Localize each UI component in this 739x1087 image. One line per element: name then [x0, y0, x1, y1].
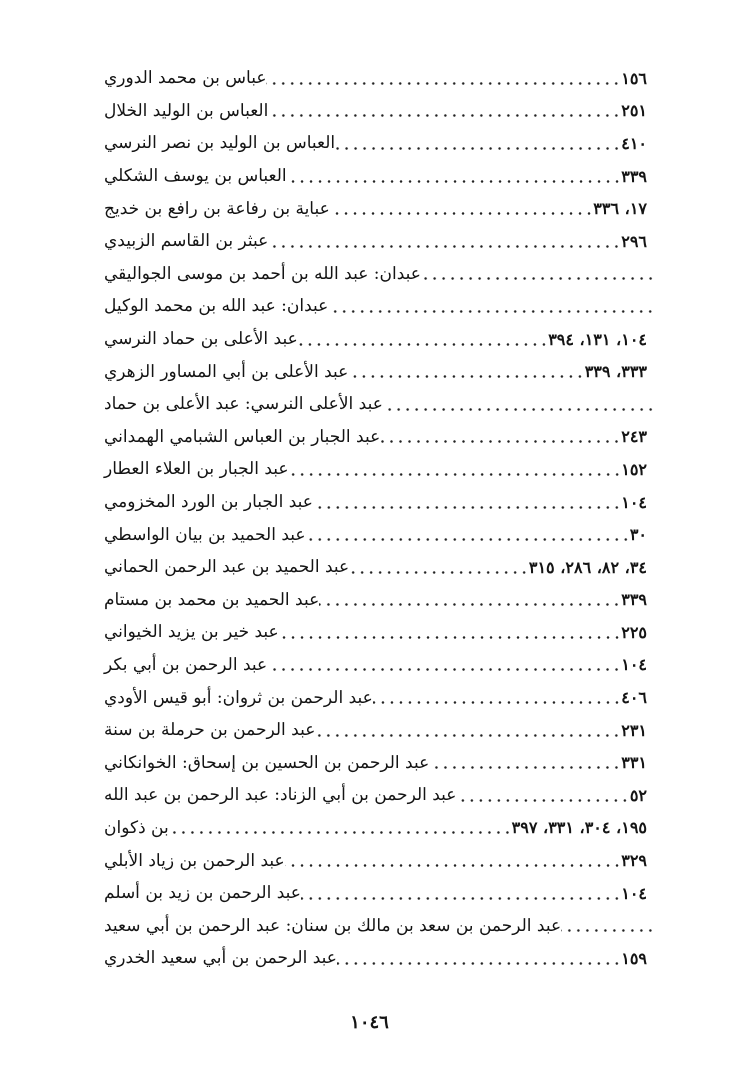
entry-name: عبد الأعلى بن حماد النرسي — [104, 329, 298, 350]
dot-leader — [298, 343, 548, 346]
index-entry — [98, 290, 655, 323]
dot-leader — [306, 538, 630, 541]
dot-leader — [289, 473, 622, 476]
entry-name: عبد الأعلى النرسي: عبد الأعلى بن حماد — [104, 394, 383, 415]
entry-name: عبد الرحمن بن أبي سعيد الخدري — [104, 948, 337, 969]
index-entry — [98, 812, 655, 845]
dot-leader — [285, 864, 622, 867]
index-entry — [98, 844, 655, 877]
entry-page-refs: ٣٣١ — [621, 753, 647, 773]
dot-leader — [301, 897, 621, 900]
dot-leader — [330, 212, 594, 215]
index-entry — [98, 518, 655, 551]
entry-name: عبثر بن القاسم الزبيدي — [104, 231, 269, 252]
index-entry — [98, 323, 655, 356]
index-entry — [98, 127, 655, 160]
dot-leader — [319, 603, 621, 606]
index-entry — [98, 388, 655, 421]
index-entry — [98, 877, 655, 910]
dot-leader — [266, 82, 621, 85]
dot-leader — [268, 245, 621, 248]
entry-page-refs: ٣٠ — [629, 525, 647, 545]
dot-leader — [456, 799, 629, 802]
entry-name: عبد الرحمن بن زيد بن أسلم — [104, 883, 301, 904]
index-entry — [98, 355, 655, 388]
entry-name: بن ذكوان — [104, 817, 169, 838]
entry-page-refs: ٣٣٩ — [621, 166, 647, 186]
index-list — [98, 62, 655, 975]
index-entry — [98, 160, 655, 193]
index-entry — [98, 909, 655, 942]
index-entry — [98, 421, 655, 454]
entry-page-refs: ١٠٤، ١٣١، ٣٩٤ — [548, 329, 647, 349]
dot-leader — [337, 962, 621, 965]
dot-leader — [380, 440, 621, 443]
entry-page-refs: ١٩٥، ٣٠٤، ٣٣١، ٣٩٧ — [511, 818, 647, 838]
entry-name: عبد الرحمن بن ثروان: أبو قيس الأودي — [104, 687, 373, 708]
index-entry — [98, 746, 655, 779]
entry-name: عبد الرحمن بن أبي الزناد: عبد الرحمن بن عبد الله — [104, 785, 457, 806]
entry-page-refs: ٤٠٦ — [621, 688, 647, 708]
entry-name: عبد الرحمن بن سعد بن مالك بن سنان: عبد الرحمن بن أبي سعيد — [104, 915, 562, 936]
entry-page-refs: ١٠٤ — [621, 883, 647, 903]
index-entry — [98, 258, 655, 291]
index-entry — [98, 779, 655, 812]
entry-name: عبد الأعلى بن أبي المساور الزهري — [104, 361, 349, 382]
entry-name: العباس بن الوليد بن نصر النرسي — [104, 133, 336, 154]
entry-name: عبدان: عبد الله بن محمد الوكيل — [104, 296, 329, 317]
dot-leader — [169, 831, 512, 834]
entry-page-refs: ٢٩٦ — [621, 231, 647, 251]
entry-page-refs: ٣٢٩ — [621, 851, 647, 871]
entry-name: عبد الحميد بن عبد الرحمن الحماني — [104, 557, 350, 578]
entry-page-refs: ٣٣٩ — [621, 590, 647, 610]
index-entry — [98, 714, 655, 747]
entry-name: عبد الرحمن بن زياد الأبلي — [104, 850, 285, 871]
dot-leader — [335, 147, 621, 150]
entry-name: عبد الجبار بن العباس الشبامي الهمداني — [104, 426, 381, 447]
entry-page-refs: ٤١٠ — [621, 133, 647, 153]
entry-name: عباية بن رفاعة بن رافع بن خديج — [104, 198, 330, 219]
entry-name: عبد الرحمن بن أبي بكر — [104, 654, 268, 675]
entry-name: عبد الرحمن بن الحسين بن إسحاق: الخوانكاني — [104, 752, 430, 773]
entry-page-refs: ١٥٩ — [621, 948, 647, 968]
dot-leader — [328, 310, 655, 313]
dot-leader — [561, 929, 655, 932]
index-entry — [98, 584, 655, 617]
dot-leader — [373, 701, 621, 704]
entry-name: عبد الرحمن بن حرملة بن سنة — [104, 720, 316, 741]
index-entry — [98, 95, 655, 128]
dot-leader — [279, 636, 622, 639]
dot-leader — [421, 277, 655, 280]
page-number: ١٠٤٦ — [350, 1012, 389, 1033]
index-entry — [98, 486, 655, 519]
dot-leader — [429, 766, 621, 769]
entry-name: العباس بن يوسف الشكلي — [104, 166, 287, 187]
index-entry — [98, 62, 655, 95]
dot-leader — [315, 734, 621, 737]
entry-name: عباس بن محمد الدوري — [104, 68, 267, 89]
entry-page-refs: ٢٤٣ — [621, 427, 647, 447]
dot-leader — [268, 114, 621, 117]
dot-leader — [348, 375, 584, 378]
index-entry — [98, 192, 655, 225]
index-entry — [98, 649, 655, 682]
entry-page-refs: ٥٢ — [629, 785, 647, 805]
entry-page-refs: ٣٤، ٨٢، ٢٨٦، ٣١٥ — [528, 557, 647, 577]
index-entry — [98, 681, 655, 714]
entry-name: عبد خير بن يزيد الخيواني — [104, 622, 279, 643]
entry-name: عبد الجبار بن العلاء العطار — [104, 459, 289, 480]
entry-page-refs: ١٥٦ — [621, 68, 647, 88]
dot-leader — [349, 571, 529, 574]
index-entry — [98, 942, 655, 975]
entry-name: عبدان: عبد الله بن أحمد بن موسى الجواليقي — [104, 263, 421, 284]
entry-page-refs: ١٠٤ — [621, 492, 647, 512]
entry-page-refs: ١٥٢ — [621, 459, 647, 479]
dot-leader — [313, 506, 621, 509]
index-entry — [98, 616, 655, 649]
entry-page-refs: ٣٣٣، ٣٣٩ — [584, 362, 647, 382]
entry-name: العباس بن الوليد الخلال — [104, 100, 269, 121]
entry-page-refs: ٢٥١ — [621, 101, 647, 121]
entry-page-refs: ١٧، ٣٣٦ — [593, 199, 647, 219]
entry-name: عبد الجبار بن الورد المخزومي — [104, 492, 313, 513]
index-entry — [98, 225, 655, 258]
index-entry — [98, 453, 655, 486]
entry-page-refs: ١٠٤ — [621, 655, 647, 675]
entry-name: عبد الحميد بن محمد بن مستام — [104, 589, 320, 610]
entry-page-refs: ٢٢٥ — [621, 622, 647, 642]
dot-leader — [287, 180, 622, 183]
index-entry — [98, 551, 655, 584]
dot-leader — [267, 668, 621, 671]
entry-page-refs: ٢٣١ — [621, 720, 647, 740]
entry-name: عبد الحميد بن بيان الواسطي — [104, 524, 306, 545]
dot-leader — [383, 408, 655, 411]
